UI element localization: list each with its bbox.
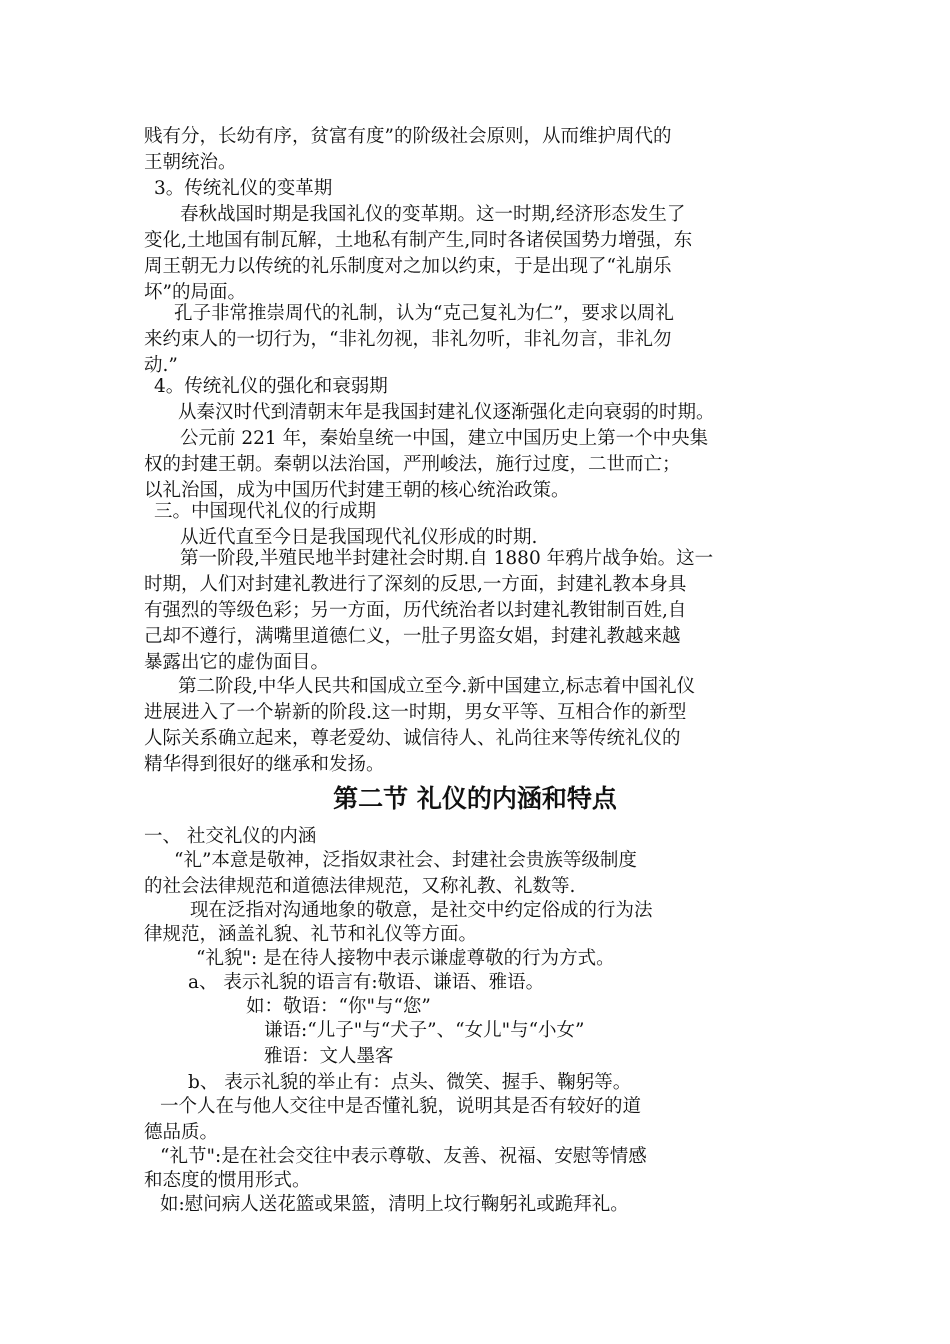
- text-line: 现在泛指对沟通地象的敬意，是社交中约定俗成的行为法: [190, 900, 653, 921]
- text-line: 来约束人的一切行为，“非礼勿视，非礼勿听，非礼勿言，非礼勿: [144, 329, 672, 350]
- text-line: 暴露出它的虚伪面目。: [144, 652, 330, 673]
- text-line: 第一阶段,半殖民地半封建社会时期.自 1880 年鸦片战争始。这一: [180, 548, 714, 569]
- text-line: 权的封建王朝。秦朝以法治国，严刑峻法，施行过度，二世而亡；: [144, 454, 681, 475]
- text-line: 王朝统治。: [144, 152, 237, 173]
- text-line: 周王朝无力以传统的礼乐制度对之加以约束，于是出现了“礼崩乐: [144, 256, 672, 277]
- text-line: 时期，人们对封建礼教进行了深刻的反思,一方面，封建礼教本身具: [144, 574, 687, 595]
- list-item: 雅语：文人墨客: [264, 1046, 394, 1067]
- text-line: 有强烈的等级色彩；另一方面，历代统治者以封建礼教钳制百姓,自: [144, 600, 687, 621]
- text-line: 从近代直至今日是我国现代礼仪形成的时期.: [180, 527, 538, 548]
- list-item: 如：敬语：“你"与“您”: [246, 996, 431, 1017]
- text-line: 律规范，涵盖礼貌、礼节和礼仪等方面。: [144, 924, 478, 945]
- text-line: 孔子非常推崇周代的礼制，认为“克己复礼为仁”，要求以周礼: [174, 303, 674, 324]
- text-line: 以礼治国，成为中国历代封建王朝的核心统治政策。: [144, 480, 570, 501]
- text-line: 一个人在与他人交往中是否懂礼貌，说明其是否有较好的道: [160, 1096, 642, 1117]
- text-line: 人际关系确立起来，尊老爱幼、诚信待人、礼尚往来等传统礼仪的: [144, 728, 681, 749]
- list-item: 谦语:“儿子"与“犬子”、“女儿"与“小女”: [264, 1020, 585, 1041]
- subsection-title: 三。中国现代礼仪的行成期: [154, 501, 377, 522]
- list-item: b、 表示礼貌的举止有：点头、微笑、握手、鞠躬等。: [188, 1072, 632, 1093]
- text-line: “礼貌": 是在待人接物中表示谦虚尊敬的行为方式。: [196, 948, 615, 969]
- text-line: 和态度的惯用形式。: [144, 1170, 311, 1191]
- text-line: 公元前 221 年，秦始皇统一中国，建立中国历史上第一个中央集: [180, 428, 709, 449]
- text-line: 的社会法律规范和道德法律规范，又称礼教、礼数等.: [144, 876, 576, 897]
- text-line: 从秦汉时代到清朝末年是我国封建礼仪逐渐强化走向衰弱的时期。: [178, 402, 715, 423]
- text-line: “礼节":是在社会交往中表示尊敬、友善、祝福、安慰等情感: [160, 1146, 647, 1167]
- text-line: 变化,土地国有制瓦解，土地私有制产生,同时各诸侯国势力增强，东: [144, 230, 693, 251]
- text-line: 坏”的局面。: [144, 282, 246, 303]
- section-heading: 第二节 礼仪的内涵和特点: [333, 784, 617, 813]
- text-line: 动.”: [144, 355, 178, 376]
- list-item: a、 表示礼貌的语言有:敬语、谦语、雅语。: [188, 972, 545, 993]
- text-line: 贱有分，长幼有序，贫富有度”的阶级社会原则，从而维护周代的: [144, 126, 672, 147]
- subsection-title: 一、 社交礼仪的内涵: [144, 826, 317, 847]
- subsection-title: 4。传统礼仪的强化和衰弱期: [154, 376, 388, 397]
- text-line: 第二阶段,中华人民共和国成立至今.新中国建立,标志着中国礼仪: [178, 676, 696, 697]
- text-line: 进展进入了一个崭新的阶段.这一时期，男女平等、互相合作的新型: [144, 702, 687, 723]
- text-line: 如:慰问病人送花篮或果篮，清明上坟行鞠躬礼或跪拜礼。: [160, 1194, 629, 1215]
- text-line: 德品质。: [144, 1122, 219, 1143]
- text-line: 己却不遵行，满嘴里道德仁义，一肚子男盗女娼，封建礼教越来越: [144, 626, 681, 647]
- text-line: 精华得到很好的继承和发扬。: [144, 754, 385, 775]
- text-line: 春秋战国时期是我国礼仪的变革期。这一时期,经济形态发生了: [180, 204, 686, 225]
- text-line: “礼”本意是敬神，泛指奴隶社会、封建社会贵族等级制度: [174, 850, 637, 871]
- subsection-title: 3。传统礼仪的变革期: [154, 178, 333, 199]
